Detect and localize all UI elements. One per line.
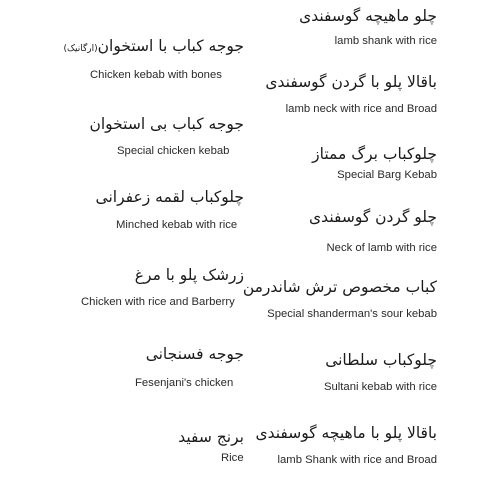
menu-item-en-name: Chicken with rice and Barberry — [81, 296, 235, 308]
menu-item-lamb-shank — [230, 6, 437, 50]
menu-item-en-name: Special Barg Kebab — [337, 169, 437, 181]
menu-item-en-name: Sultani kebab with rice — [323, 381, 437, 393]
menu-item-barg-kebab — [230, 144, 437, 188]
menu-item-en-name: Minched kebab with rice — [116, 219, 238, 231]
organic-note: (ارگانیک) — [63, 44, 98, 54]
menu-item-fa-name: جوجه فسنجانی — [145, 345, 244, 363]
menu-item-lamb-shank-broad — [230, 423, 437, 469]
menu-item-fa-name: چلوکباب لقمه زعفرانی — [95, 188, 244, 206]
menu-item-lamb-neck-broad — [230, 72, 437, 118]
menu-item-barberry-chicken — [20, 265, 244, 311]
menu-item-fa-name: زرشک پلو با مرغ — [134, 266, 244, 284]
menu-item-fa-name: باقالا پلو با ماهیچه گوسفندی — [255, 424, 437, 442]
menu-item-en-name: Neck of lamb with rice — [326, 242, 437, 254]
menu-item-fa-name: برنج سفید — [178, 428, 244, 446]
menu-item-fa-name: کباب مخصوص ترش شاندرمن — [242, 278, 437, 296]
menu-item-fa-name: چلو ماهیچه گوسفندی — [299, 7, 437, 25]
menu-item-en-name: lamb Shank with rice and Broad — [277, 454, 437, 466]
menu-item-fesenjani-chicken — [60, 344, 244, 390]
menu-item-en-name: Fesenjani's chicken — [135, 377, 234, 389]
menu-item-fa-name: چلوکباب برگ ممتاز — [312, 145, 437, 163]
menu-item-en-name: Rice — [221, 452, 244, 464]
menu-item-sour-kebab — [230, 277, 437, 323]
menu-item-en-name: Special shanderman's sour kebab — [267, 308, 437, 320]
menu-item-en-name: Special chicken kebab — [117, 145, 230, 157]
menu-item-fa-name: باقالا پلو با گردن گوسفندی — [265, 73, 437, 91]
menu-item-chicken-bones — [60, 36, 244, 82]
menu-item-neck-of-lamb — [230, 207, 437, 253]
menu-item-en-name: lamb neck with rice and Broad — [285, 103, 437, 115]
menu-item-minched-kebab — [60, 187, 244, 233]
menu-item-fa-name: چلو گردن گوسفندی — [309, 208, 437, 226]
menu-item-sultani-kebab — [230, 350, 437, 396]
menu-item-fa-name: چلوکباب سلطانی — [325, 351, 437, 369]
menu-item-en-name: Chicken kebab with bones — [90, 69, 222, 81]
menu-item-fa-name: جوجه کباب بی استخوان — [89, 115, 244, 133]
menu-item-en-name: lamb shank with rice — [334, 35, 437, 47]
menu-item-fa-title: جوجه کباب با استخوان — [97, 37, 244, 55]
menu-item-fa-name — [63, 36, 244, 59]
menu-item-special-chicken — [60, 114, 244, 160]
menu-item-rice — [60, 427, 244, 469]
